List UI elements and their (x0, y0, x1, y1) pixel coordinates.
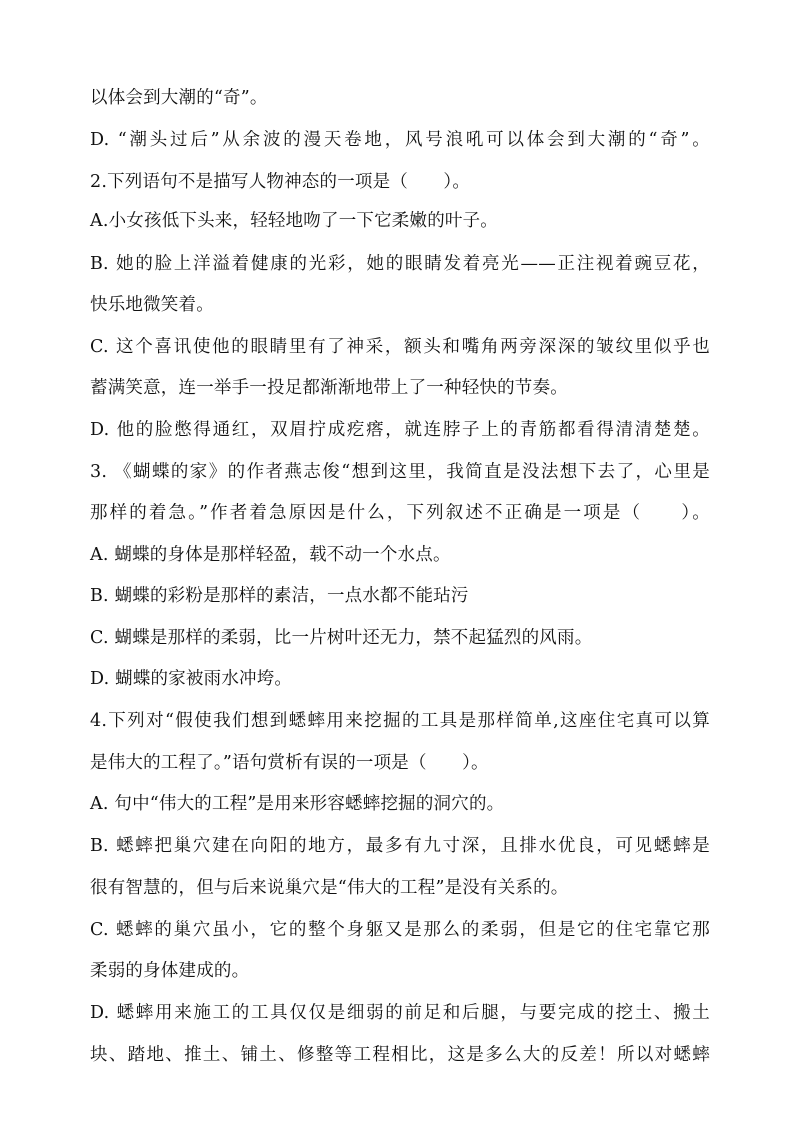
text-line-1: 以体会到大潮的“奇”。 (90, 88, 268, 108)
q2-option-a: A.小女孩低下头来，轻轻地吻了一下它柔嫩的叶子。 (90, 211, 498, 231)
q4-option-b-line1: B. 蟋蟀把巢穴建在向阳的地方，最多有九寸深，且排水优良，可见蟋蟀是 (90, 836, 710, 856)
q2-option-c-line1: C. 这个喜讯使他的眼睛里有了神采，额头和嘴角两旁深深的皱纹里似乎也 (90, 337, 710, 357)
question-3-title-line1: 3. 《蝴蝶的家》的作者燕志俊“想到这里，我简直是没法想下去了，心里是 (90, 462, 710, 482)
q3-option-d: D. 蝴蝶的家被雨水冲垮。 (90, 669, 293, 689)
question-3-title-line2: 那样的着急。”作者着急原因是什么，下列叙述不正确是一项是（ ）。 (90, 503, 710, 523)
q2-option-c-line2: 蓄满笑意，连一举手一投足都渐渐地带上了一种轻快的节奏。 (90, 378, 568, 398)
q4-option-d-line2: 块、踏地、推土、铺土、修整等工程相比，这是多么大的反差！所以对蟋蟀 (90, 1045, 710, 1065)
q2-option-d: D. 他的脸憋得通红，双眉拧成疙瘩，就连脖子上的青筋都看得清清楚楚。 (90, 420, 710, 440)
question-4-title-line2: 是伟大的工程了。”语句赏析有误的一项是（ ）。 (90, 753, 489, 773)
question-4-title-line1: 4.下列对“假使我们想到蟋蟀用来挖掘的工具是那样简单,这座住宅真可以算 (90, 711, 710, 731)
q2-option-b-line1: B. 她的脸上洋溢着健康的光彩，她的眼睛发着亮光——正注视着豌豆花， (90, 254, 710, 274)
q4-option-a: A. 句中“伟大的工程”是用来形容蟋蟀挖掘的洞穴的。 (90, 794, 505, 814)
q2-option-b-line2: 快乐地微笑着。 (90, 295, 214, 315)
q3-option-c: C. 蝴蝶是那样的柔弱，比一片树叶还无力，禁不起猛烈的风雨。 (90, 628, 593, 648)
q3-option-b: B. 蝴蝶的彩粉是那样的素洁，一点水都不能玷污 (90, 586, 469, 606)
q4-option-d-line1: D. 蟋蟀用来施工的工具仅仅是细弱的前足和后腿，与要完成的挖土、搬土 (90, 1003, 710, 1023)
q4-option-c-line1: C. 蟋蟀的巢穴虽小，它的整个身躯又是那么的柔弱，但是它的住宅靠它那 (90, 920, 710, 940)
q3-option-a: A. 蝴蝶的身体是那样轻盈，载不动一个水点。 (90, 545, 451, 565)
question-2-title: 2.下列语句不是描写人物神态的一项是（ ）。 (90, 172, 471, 192)
q4-option-b-line2: 很有智慧的，但与后来说巢穴是“伟大的工程”是没有关系的。 (90, 878, 569, 898)
q4-option-c-line2: 柔弱的身体建成的。 (90, 961, 250, 981)
option-d-line: D. “潮头过后”从余波的漫天卷地，风号浪吼可以体会到大潮的“奇”。 (90, 130, 710, 150)
